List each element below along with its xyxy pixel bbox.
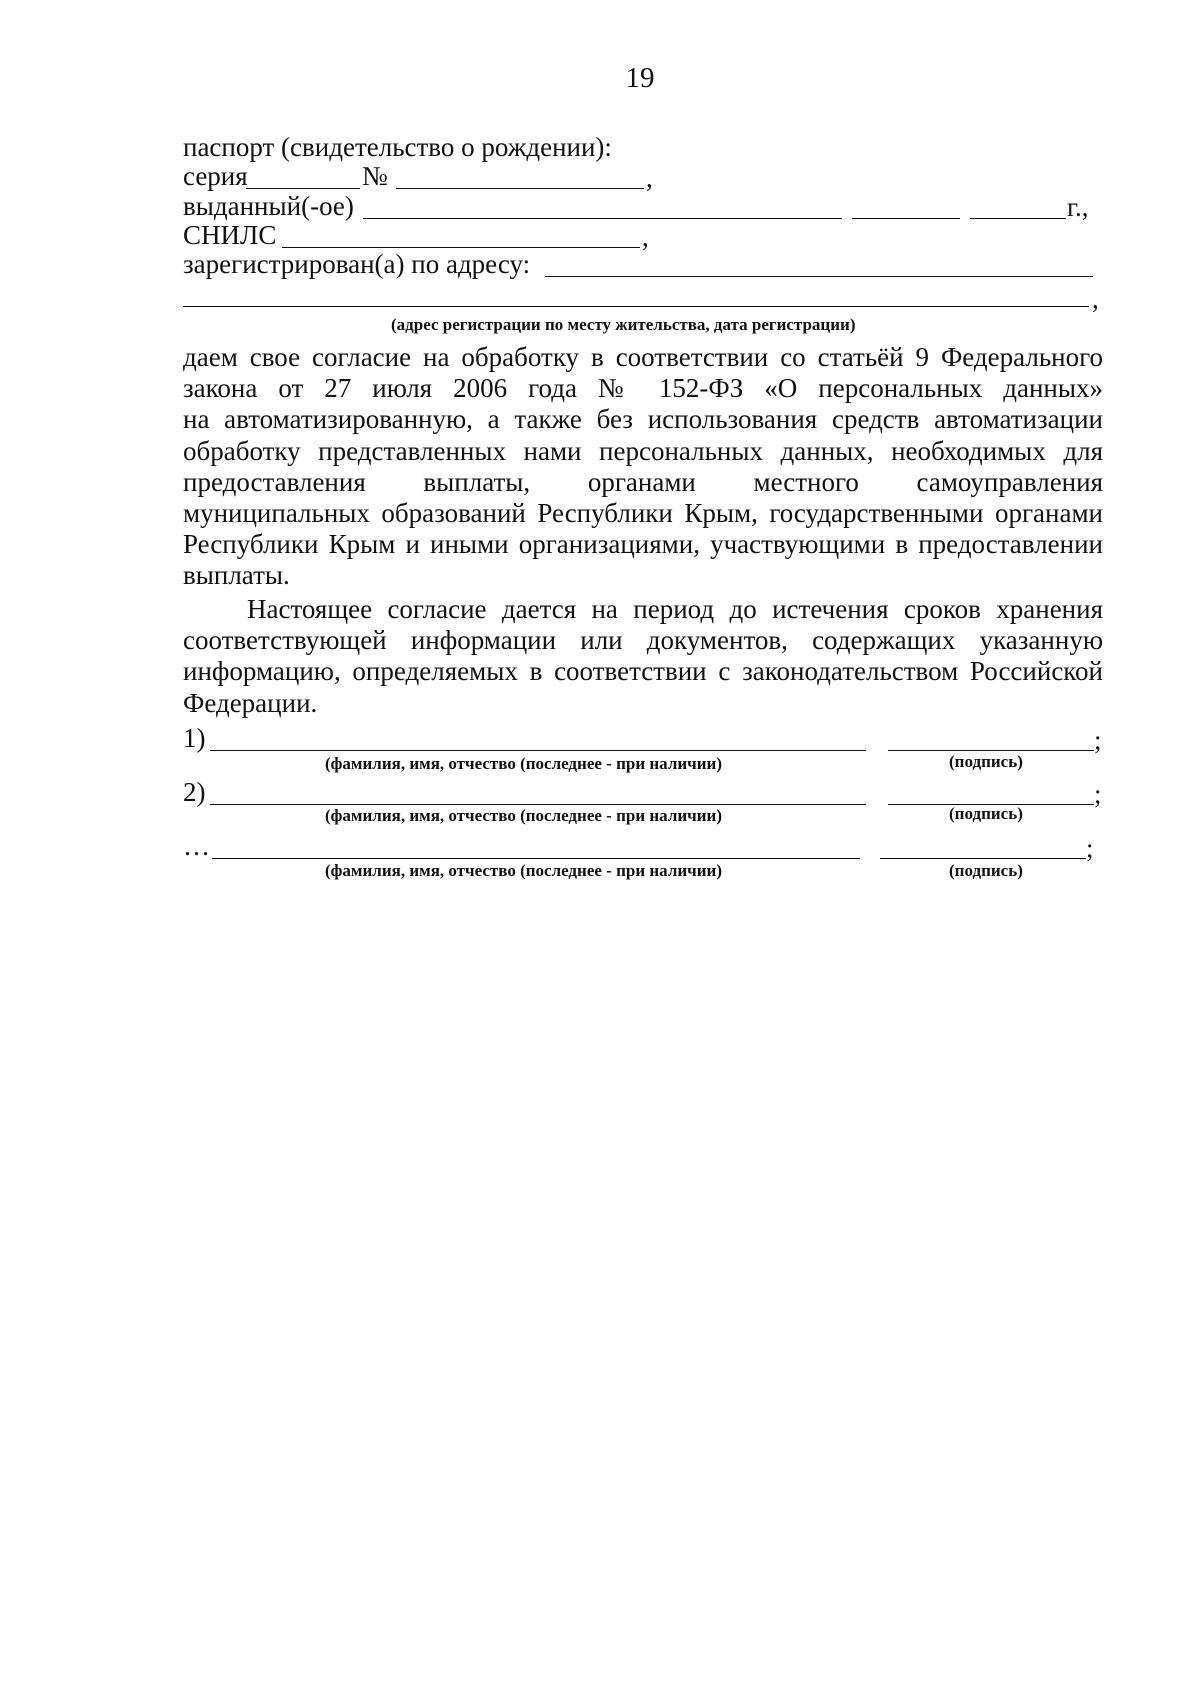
semicolon: ;	[1086, 833, 1094, 863]
full-name-field[interactable]	[210, 750, 866, 751]
full-name-field[interactable]	[212, 858, 860, 859]
comma: ,	[646, 163, 653, 193]
paragraph-line: Республики Крым и иными организациями, участвующими в предоставлении	[183, 529, 1103, 560]
comma: ,	[1092, 284, 1099, 314]
paragraph-line: обработку представленных нами персональных данных, необходимых для	[183, 435, 1103, 466]
address-field-line-1[interactable]	[545, 276, 1093, 277]
full-name-caption: (фамилия, имя, отчество (последнее - при наличии)	[325, 806, 722, 825]
paragraph-line: Настоящее согласие дается на период до истечения сроков хранения	[247, 594, 1103, 624]
full-name-caption: (фамилия, имя, отчество (последнее - при наличии)	[325, 861, 722, 880]
paragraph-line: закона от 27 июля 2006 года № 152-ФЗ «О персональных данных»	[183, 373, 1103, 404]
series-field[interactable]	[246, 188, 360, 189]
paragraph-line: выплаты.	[183, 560, 290, 591]
paragraph-line: даем свое согласие на обработку в соответствии со статьёй 9 Федерального	[183, 342, 1103, 372]
signature-caption: (подпись)	[949, 752, 1023, 771]
number-label: №	[362, 161, 388, 191]
year-suffix: г.,	[1067, 192, 1089, 222]
signature-field[interactable]	[880, 858, 1086, 859]
page-number: 19	[625, 62, 655, 94]
paragraph-line: Федерации.	[183, 687, 318, 718]
signature-caption: (подпись)	[949, 861, 1023, 880]
paragraph-line: предоставления выплаты, органами местного самоуправления	[183, 466, 1103, 497]
paragraph-line: информацию, определяемых в соответствии с законодательством Российской	[183, 656, 1103, 687]
comma: ,	[642, 222, 649, 252]
snils-label: СНИЛС	[183, 220, 277, 250]
paragraph-line: муниципальных образований Республики Крым, государственными органами	[183, 498, 1103, 529]
issue-date-field[interactable]	[852, 218, 960, 219]
semicolon: ;	[1094, 725, 1102, 755]
paragraph-line: на автоматизированную, а также без использования средств автоматизации	[183, 404, 1103, 435]
signature-row-number: 2)	[183, 777, 206, 807]
issue-year-field[interactable]	[970, 218, 1066, 219]
signature-row-number: …	[183, 831, 210, 861]
signature-row-number: 1)	[183, 723, 206, 753]
registered-label: зарегистрирован(а) по адресу:	[183, 249, 531, 279]
signature-field[interactable]	[888, 750, 1094, 751]
signature-caption: (подпись)	[949, 804, 1023, 823]
full-name-caption: (фамилия, имя, отчество (последнее - при наличии)	[325, 754, 722, 773]
period-paragraph	[183, 594, 1103, 719]
paragraph-line: соответствующей информации или документов, содержащих указанную	[183, 625, 1103, 656]
semicolon: ;	[1094, 779, 1102, 809]
series-label: серия	[183, 161, 248, 191]
issued-by-field[interactable]	[363, 218, 842, 219]
full-name-field[interactable]	[210, 804, 866, 805]
consent-paragraph	[183, 342, 1103, 592]
passport-label: паспорт (свидетельство о рождении):	[183, 132, 612, 162]
passport-number-field[interactable]	[396, 188, 644, 189]
address-caption: (адрес регистрации по месту жительства, дата регистрации)	[391, 315, 856, 334]
issued-label: выданный(-ое)	[183, 191, 354, 221]
address-field-line-2[interactable]	[183, 306, 1089, 307]
